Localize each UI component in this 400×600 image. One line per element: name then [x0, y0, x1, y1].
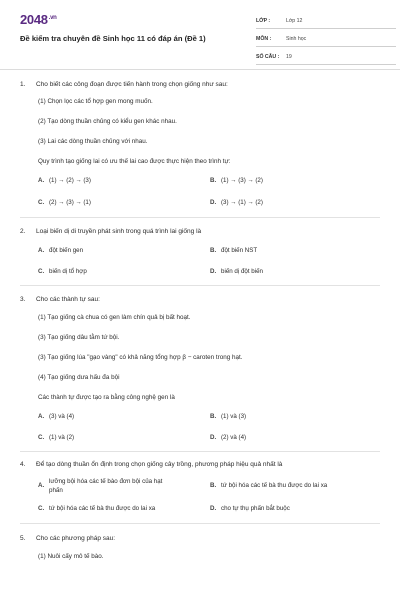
meta-subject [256, 32, 396, 47]
option-c[interactable]: C. (2) → (3) → (1) [38, 198, 91, 206]
question-line: (3) Tạo giống dâu tằm tứ bội. [38, 334, 120, 341]
question-text: Cho các phương pháp sau: [36, 534, 116, 542]
question-text: Để tạo dòng thuần ổn định trong chọn giống cây trồng, phương pháp hiệu quả nhất là [36, 461, 283, 468]
question-1 [20, 80, 390, 207]
question-number: 1. [20, 81, 26, 88]
exam-meta [256, 14, 396, 68]
option-b[interactable]: B. tứ bội hóa các tế bà thu được do lai xa [210, 482, 328, 490]
option-a[interactable]: A. (1) → (2) → (3) [38, 177, 91, 184]
option-d[interactable]: D. biến dị đột biến [210, 267, 263, 275]
question-number: 3. [20, 296, 26, 303]
option-a[interactable]: A. đột biến gen [38, 247, 84, 254]
question-line: Các thành tự được tạo ra bằng công nghệ gen là [38, 394, 175, 401]
question-line: (3) Lai các dòng thuần chủng với nhau. [38, 138, 148, 145]
question-text: Cho biết các công đoạn được tiến hành trong chọn giống như sau: [36, 81, 228, 88]
document-title: Đề kiểm tra chuyên đề Sinh học 11 có đáp án (Đề 1) [20, 34, 206, 43]
question-4 [20, 460, 390, 514]
option-a[interactable]: A. (3) và (4) [38, 413, 75, 420]
option-c[interactable]: C. (1) và (2) [38, 433, 75, 441]
option-b[interactable]: B. đột biến NST [210, 247, 258, 254]
question-2 [20, 227, 390, 276]
meta-value: 19 [286, 54, 292, 60]
question-3 [20, 295, 390, 442]
site-logo[interactable] [20, 12, 57, 27]
option-d[interactable]: D. cho tự thụ phấn bắt buộc [210, 505, 290, 512]
answer-options [38, 478, 390, 514]
question-line: Quy trình tạo giống lai có ưu thế lai cao được thực hiện theo trình tự: [38, 158, 231, 165]
question-number: 2. [20, 228, 26, 235]
question-5 [20, 534, 390, 561]
page-header [20, 12, 380, 64]
meta-class [256, 14, 396, 29]
question-text: Cho các thành tự sau: [36, 296, 100, 303]
question-line: (3) Tạo giống lúa "gạo vàng" có khả năng tổng hợp β − caroten trong hạt. [38, 354, 243, 361]
option-b[interactable]: B. (1) và (3) [210, 413, 247, 420]
meta-question-count [256, 50, 396, 65]
option-d[interactable]: D. (3) → (1) → (2) [210, 198, 263, 206]
question-number: 5. [20, 534, 26, 542]
question-text: Loại biến dị di truyền phát sinh trong quá trình lai giống là [36, 228, 202, 235]
question-line: (1) Tạo giống cà chua có gen làm chín quả bị bất hoạt. [38, 314, 191, 321]
logo-text: 2048 [20, 12, 48, 27]
option-a[interactable]: A. lưỡng bội hóa các tế bào đơn bội của hạt phấn [38, 478, 163, 494]
meta-value: Sinh học [286, 36, 307, 42]
option-d[interactable]: D. (2) và (4) [210, 433, 247, 441]
meta-value: Lớp 12 [286, 18, 303, 24]
question-list [20, 80, 390, 561]
question-line: (4) Tạo giống dưa hấu đa bội [38, 374, 120, 381]
logo-suffix: .vn [48, 14, 57, 21]
answer-options [38, 247, 390, 276]
answer-options [38, 413, 390, 442]
meta-key: SỐ CÂU : [256, 54, 280, 60]
meta-key: LỚP : [256, 18, 271, 24]
question-number: 4. [20, 461, 26, 468]
option-c[interactable]: C. biến dị tổ hợp [38, 267, 87, 275]
question-line: (2) Tạo dòng thuần chủng có kiểu gen khác nhau. [38, 118, 177, 125]
header-divider [0, 69, 400, 70]
meta-key: MÔN : [256, 36, 272, 42]
option-c[interactable]: C. tứ bội hóa các tế bà thu được do lai xa [38, 505, 156, 512]
question-line: (1) Chọn lọc các tổ hợp gen mong muốn. [38, 98, 153, 105]
question-line: (1) Nuôi cấy mô tế bào. [38, 552, 104, 560]
option-b[interactable]: B. (1) → (3) → (2) [210, 177, 263, 184]
answer-options [38, 177, 390, 207]
